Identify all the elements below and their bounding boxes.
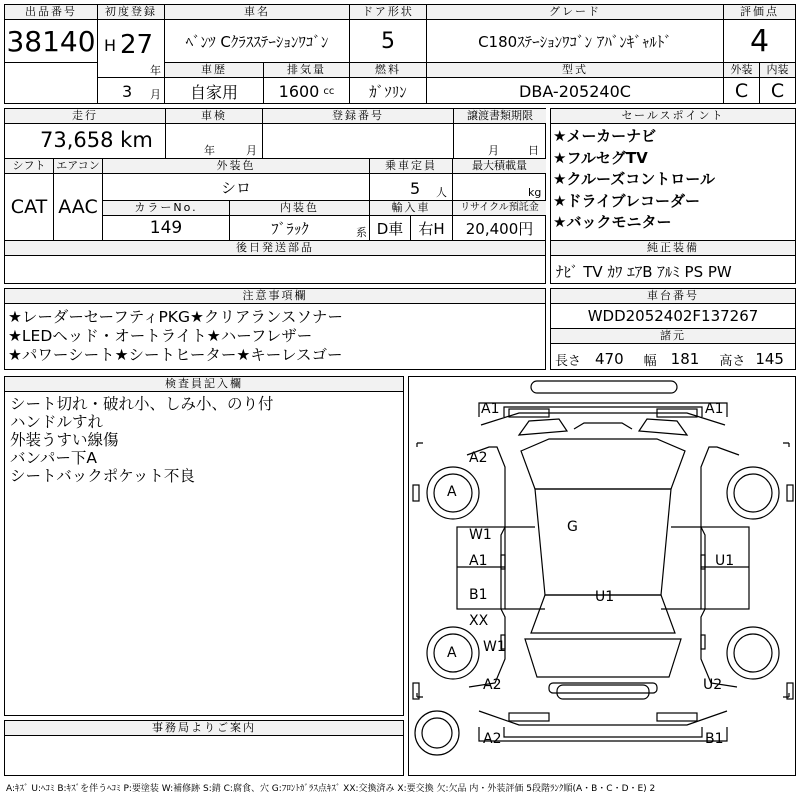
car-name: ﾍﾞﾝﾂ Cｸﾗｽｽﾃｰｼｮﾝﾜｺﾞﾝ (185, 32, 329, 51)
score: 4 (749, 23, 770, 59)
ext-color: シロ (220, 178, 251, 197)
width-label: 幅 (643, 354, 657, 369)
width: 181 (670, 350, 700, 368)
exterior-label: 外装 (724, 63, 759, 78)
car-outline (409, 377, 797, 777)
fuel: ｶﾞｿﾘﾝ (369, 82, 407, 101)
color-no: 149 (149, 218, 183, 238)
mark-g-roof: G (567, 519, 578, 535)
inspector-note: 外装うすい線傷 (10, 431, 119, 449)
displacement (264, 78, 349, 104)
interior-label: 内装 (760, 63, 795, 78)
door-type: 5 (381, 28, 395, 54)
sales-point: ★メーカーナビ (553, 127, 657, 145)
mark-a-rear-wheel: A (447, 645, 457, 661)
lot-number: 38140 (6, 24, 96, 58)
exterior-grade: C (734, 80, 749, 102)
sales-point: ★フルセグTV (553, 148, 648, 167)
mileage: 73,658 km (40, 128, 153, 152)
sales-point: ★クルーズコントロール (553, 170, 715, 188)
displacement-label: 排気量 (264, 63, 349, 78)
inspector-note: シートバックポケット不良 (10, 467, 195, 485)
chassis-label: 車台番号 (551, 289, 795, 304)
int-color-label: 内装色 (230, 201, 369, 216)
mark-a1-left: A1 (481, 401, 500, 417)
grade: C180ｽﾃｰｼｮﾝﾜｺﾞﾝ ｱﾊﾞﾝｷﾞｬﾙﾄﾞ (478, 32, 672, 51)
mark-b1-left: B1 (469, 587, 488, 603)
displacement-unit: cc (323, 85, 335, 97)
height: 145 (755, 350, 784, 368)
steering: 右H (418, 219, 445, 238)
dims-label: 諸元 (551, 329, 795, 344)
inspection-month-unit: 月 (246, 144, 257, 157)
lot-no-label: 出品番号 (5, 5, 97, 20)
fuel-label: 燃料 (350, 63, 426, 78)
model-label: 型式 (427, 63, 723, 78)
equipment: ﾅﾋﾞ TV ｶﾜ ｴｱB ｱﾙﾐ PS PW (556, 263, 732, 281)
color-no-label: カラーNo. (103, 201, 229, 216)
length: 470 (595, 350, 624, 368)
capacity: 5 (410, 179, 421, 198)
caution-label: 注意事項欄 (5, 289, 545, 304)
caution-lines (8, 308, 343, 365)
year-unit: 年 (150, 64, 161, 77)
length-label: 長さ (555, 354, 582, 369)
int-color-suffix: 系 (356, 226, 367, 239)
mark-a1-right: A1 (705, 401, 724, 417)
ac: AAC (58, 196, 98, 218)
mark-u1-center: U1 (595, 589, 615, 605)
mark-w1-rear-left: W1 (483, 639, 506, 655)
ac-label: エアコン (54, 159, 102, 174)
load-label: 最大積載量 (453, 159, 546, 174)
caution-line: ★パワーシート★シートヒーター★キーレスゴー (8, 346, 343, 364)
shift: CAT (10, 196, 48, 218)
grade-label: グレード (427, 5, 723, 20)
score-label: 評価点 (724, 5, 795, 20)
inspection-year-unit: 年 (204, 144, 215, 157)
inspector-note: バンパー下A (10, 449, 98, 467)
mark-u2-rear-right: U2 (703, 677, 723, 693)
era: H (104, 36, 117, 55)
import-drive: D車 (376, 219, 404, 238)
sales-point: ★ドライブレコーダー (553, 191, 700, 210)
inspection-label: 車検 (166, 109, 262, 124)
capacity-label: 乗車定員 (370, 159, 452, 174)
inspector-notes (10, 395, 274, 485)
sales-points-label: セールスポイント (551, 109, 795, 124)
later-parts-label: 後日発送部品 (5, 241, 545, 256)
car-damage-diagram (408, 376, 796, 776)
history-label: 車歴 (165, 63, 263, 78)
mark-a2-bottom-left: A2 (483, 731, 502, 747)
mark-b1-bottom-right: B1 (705, 731, 724, 747)
inspector-note: ハンドルすれ (10, 413, 104, 431)
sales-point: ★バックモニター (553, 213, 672, 231)
history: 自家用 (189, 82, 238, 102)
height-label: 高さ (719, 354, 746, 369)
vin: WDD2052402F137267 (587, 307, 759, 325)
mark-a1-left-door: A1 (469, 553, 488, 569)
office-label: 事務局よりご案内 (5, 721, 403, 736)
transfer-label: 譲渡書類期限 (454, 109, 546, 124)
mark-a2-front-left: A2 (469, 450, 488, 466)
interior-grade: C (770, 80, 785, 102)
mileage-label: 走行 (5, 109, 165, 124)
mark-a2-rear-left: A2 (483, 677, 502, 693)
inspector-label: 検査員記入欄 (5, 377, 403, 392)
dims-row (555, 350, 793, 369)
recycle-label: リサイクル預託金 (453, 201, 546, 216)
reg-year: 27 (120, 30, 154, 60)
damage-legend: A:ｷｽﾞ U:ﾍｺﾐ B:ｷｽﾞを伴うﾍｺﾐ P:要塗装 W:補修跡 S:錆 C:腐食、穴 G:ﾌﾛﾝﾄｶﾞﾗｽ点ｷｽﾞ XX:交換済み X:要交換 欠:欠品 内・外装評価 5段階ﾗﾝｸ順(A・B・C・D・E) 2 (6, 784, 656, 794)
month-unit: 月 (150, 88, 161, 101)
ext-color-label: 外装色 (103, 159, 369, 174)
transfer-month-unit: 月 (488, 144, 499, 157)
int-color: ﾌﾞﾗｯｸ (271, 219, 309, 238)
first-reg-label: 初度登録 (98, 5, 164, 20)
load-unit: kg (528, 186, 542, 199)
capacity-unit: 人 (436, 186, 447, 199)
model: DBA-205240C (519, 81, 631, 101)
recycle-fee: 20,400円 (465, 219, 534, 238)
caution-line: ★LEDヘッド・オートライト★ハーフレザー (8, 327, 313, 345)
import-label: 輸入車 (370, 201, 452, 216)
mark-a-front-wheel: A (447, 484, 457, 500)
displacement-value: 1600 (278, 81, 320, 101)
inspector-note: シート切れ・破れ小、しみ小、のり付 (10, 395, 274, 413)
equipment-label: 純正装備 (551, 241, 795, 256)
caution-line: ★レーダーセーフティPKG★クリアランスソナー (8, 308, 343, 326)
mark-xx-left: XX (469, 613, 489, 629)
reg-month: 3 (122, 82, 133, 101)
reg-no-label: 登録番号 (263, 109, 453, 124)
sales-points-list (553, 126, 715, 234)
car-name-label: 車名 (165, 5, 349, 20)
transfer-day-unit: 日 (528, 144, 539, 157)
mark-u1-right-door: U1 (715, 553, 735, 569)
door-label: ドア形状 (350, 5, 426, 20)
shift-label: シフト (5, 159, 53, 174)
mark-w1-left: W1 (469, 527, 492, 543)
